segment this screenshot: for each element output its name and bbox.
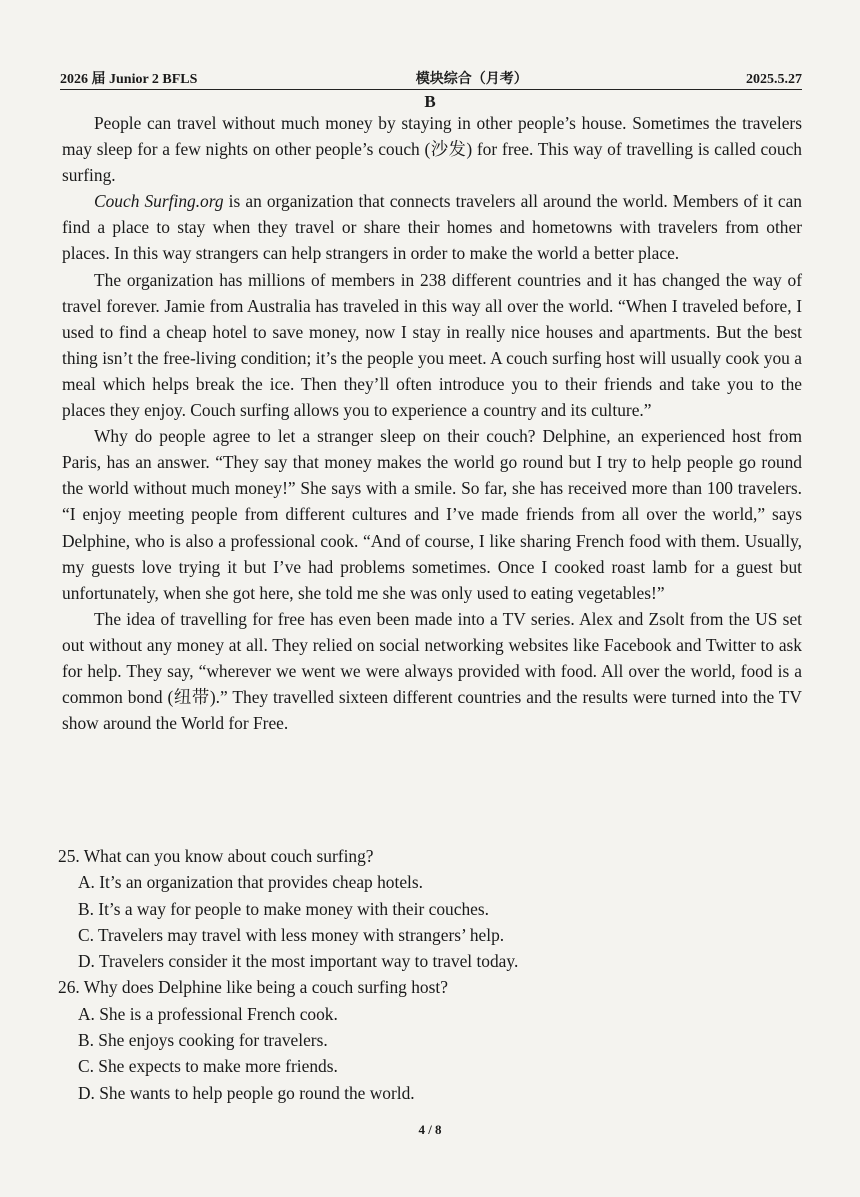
header-divider bbox=[60, 89, 802, 90]
header-class-label: 2026 届 Junior 2 BFLS bbox=[60, 72, 198, 87]
question-26-option-d: D. She wants to help people go round the world. bbox=[78, 1082, 415, 1103]
passage-paragraph-4: Why do people agree to let a stranger sleep on their couch? Delphine, an experienced host from Paris, has an answer. “They say that money makes the world go round but I try to help people go round the world without much money!” She says with a smile. So far, she has received more than 100 travelers. “I enjoy meeting people from different cultures and I’ve made friends from all over the world,” says Delphine, who is also a professional cook. “And of course, I like sharing French food with them. Usually, my guests love trying it but I’ve had problems sometimes. Once I cooked roast lamb for a guest but unfortunately, when she got here, she told me she was only used to eating vegetables!” bbox=[62, 426, 802, 603]
question-26-option-b: B. She enjoys cooking for travelers. bbox=[78, 1030, 328, 1051]
section-letter: B bbox=[424, 92, 436, 111]
question-26-option-c: C. She expects to make more friends. bbox=[78, 1056, 338, 1077]
question-25-option-a: A. It’s an organization that provides cheap hotels. bbox=[78, 872, 423, 893]
reading-passage bbox=[62, 110, 802, 736]
page-header bbox=[60, 58, 802, 88]
passage-paragraph-3: The organization has millions of members in 238 different countries and it has changed the way of travel forever. Jamie from Australia has traveled in this way all over the world. “When I traveled before, I used to find a cheap hotel to save money, now I stay in really nice houses and apartments. But the best thing isn’t the free-living condition; it’s the people you meet. A couch surfing host will usually cook you a meal which helps break the ice. Then they’ll often introduce you to their friends and take you to the places they enjoy. Couch surfing allows you to experience a country and its culture.” bbox=[62, 269, 802, 421]
passage-paragraph-5: The idea of travelling for free has even been made into a TV series. Alex and Zsolt from the US set out without any money at all. They relied on social networking websites like Facebook and Twitter to ask for help. They say, “wherever we went we were always provided with food. All over the world, food is a common bond (纽带).” They travelled sixteen different countries and the results were turned into the TV show around the World for Free. bbox=[62, 608, 802, 734]
passage-paragraph-2 bbox=[62, 188, 802, 266]
question-list bbox=[58, 843, 802, 1106]
page-number: 4 / 8 bbox=[418, 1122, 442, 1137]
header-date: 2025.5.27 bbox=[746, 72, 802, 87]
question-25-stem: 25. What can you know about couch surfing? bbox=[58, 846, 374, 866]
question-26-option-a: A. She is a professional French cook. bbox=[78, 1003, 338, 1024]
question-25-option-b: B. It’s a way for people to make money with their couches. bbox=[78, 898, 489, 919]
organization-name: Couch Surfing.org bbox=[94, 191, 224, 212]
passage-paragraph-2-text: is an organization that connects travelers all around the world. Members of it can find a place to stay when they travel or share their homes and hometowns with travelers from other places. In this way strangers can help strangers in order to make the world a better place. bbox=[62, 191, 803, 264]
passage-paragraph-1: People can travel without much money by staying in other people’s house. Sometimes the travelers may sleep for a few nights on other people’s couch (沙发) for free. This way of travelling is called couch surfing. bbox=[62, 113, 802, 186]
question-26-stem: 26. Why does Delphine like being a couch surfing host? bbox=[58, 977, 448, 998]
question-25-option-d: D. Travelers consider it the most important way to travel today. bbox=[78, 951, 519, 972]
header-exam-title: 模块综合（月考） bbox=[415, 72, 528, 87]
question-25-option-c: C. Travelers may travel with less money with strangers’ help. bbox=[78, 924, 505, 945]
